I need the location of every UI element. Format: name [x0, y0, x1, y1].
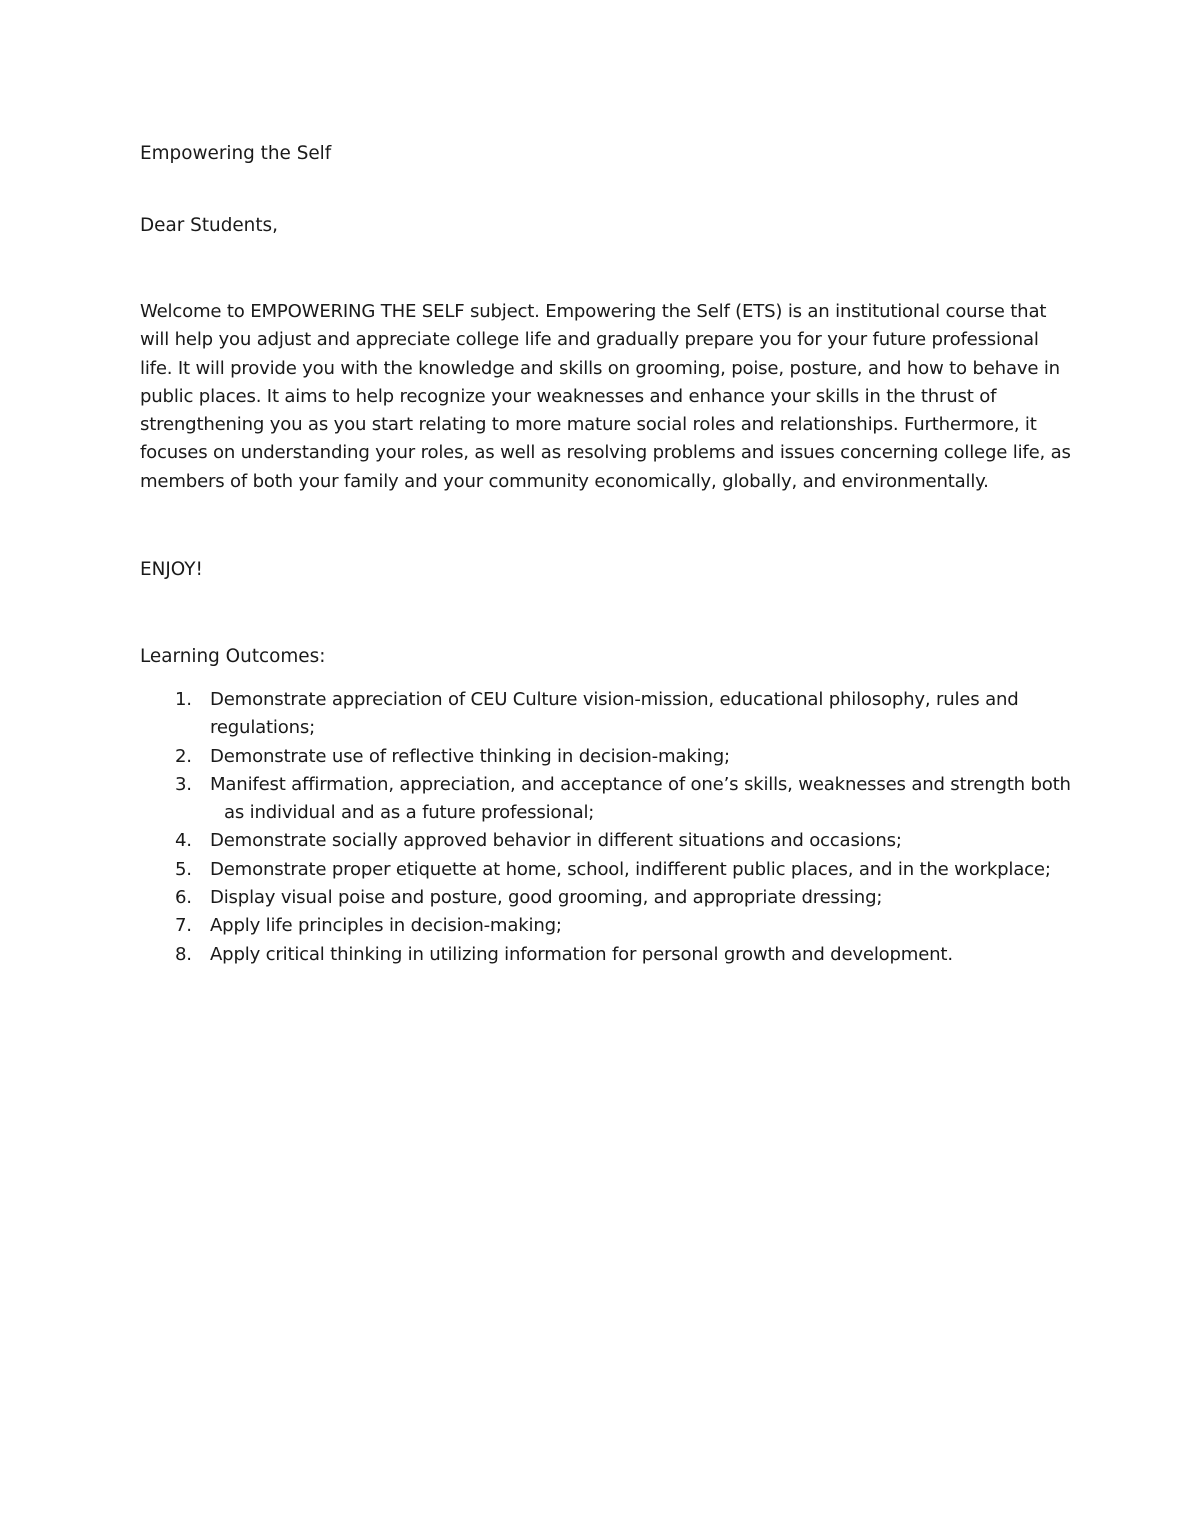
salutation: Dear Students, — [140, 215, 278, 236]
list-item-number: 6. — [175, 887, 192, 909]
intro-line: focuses on understanding your roles, as well as resolving problems and issues concerning college life, as — [140, 442, 1071, 464]
list-item — [0, 827, 1190, 855]
list-item-number: 4. — [175, 830, 192, 852]
list-item-text — [210, 912, 1055, 940]
list-item-text — [210, 827, 1055, 855]
intro-line: Welcome to EMPOWERING THE SELF subject. Empowering the Self (ETS) is an institutional course that — [140, 301, 1047, 322]
list-item — [0, 912, 1190, 940]
intro-line: strengthening you as you start relating to more mature social roles and relationships. Furthermore, it — [140, 414, 1037, 436]
list-item-number: 1. — [175, 689, 192, 710]
list-item — [0, 884, 1190, 912]
intro-paragraph — [140, 298, 1071, 496]
list-item-line: Demonstrate appreciation of CEU Culture vision-mission, educational philosophy, rules and — [210, 689, 1019, 710]
list-item-text — [210, 884, 1055, 912]
list-item-line: Display visual poise and posture, good grooming, and appropriate dressing; — [210, 887, 883, 909]
closing-exclamation: ENJOY! — [140, 559, 203, 580]
list-item-line: Manifest affirmation, appreciation, and acceptance of one’s skills, weaknesses and strength both — [210, 773, 1071, 795]
list-item-text — [210, 743, 1055, 771]
learning-outcomes-heading: Learning Outcomes: — [140, 646, 326, 667]
intro-line: members of both your family and your community economically, globally, and environmentally. — [140, 470, 989, 492]
list-item-text — [210, 686, 1055, 743]
list-item-text — [210, 856, 1055, 884]
list-item — [0, 771, 1190, 828]
list-item-number: 2. — [175, 745, 192, 767]
intro-line: life. It will provide you with the knowledge and skills on grooming, poise, posture, and how to behave in — [140, 357, 1060, 379]
list-item-line: Demonstrate proper etiquette at home, school, indifferent public places, and in the workplace; — [210, 858, 1051, 880]
learning-outcomes-list — [0, 686, 1190, 969]
intro-line: public places. It aims to help recognize your weaknesses and enhance your skills in the thrust of — [140, 385, 997, 407]
list-item-text — [210, 771, 1071, 828]
list-item-line: Apply life principles in decision-making; — [210, 915, 562, 937]
list-item-number: 5. — [175, 858, 192, 880]
list-item — [0, 743, 1190, 771]
list-item-number: 3. — [175, 773, 192, 795]
list-item-line: Apply critical thinking in utilizing information for personal growth and development. — [210, 943, 953, 965]
document-title: Empowering the Self — [140, 143, 332, 164]
list-item — [0, 941, 1190, 969]
list-item-line: regulations; — [210, 717, 316, 739]
list-item — [0, 686, 1190, 743]
list-item-text — [210, 941, 1055, 969]
intro-line: will help you adjust and appreciate college life and gradually prepare you for your future professional — [140, 329, 1039, 351]
list-item — [0, 856, 1190, 884]
list-item-number: 8. — [175, 943, 192, 965]
list-item-line: Demonstrate socially approved behavior in different situations and occasions; — [210, 830, 902, 852]
list-item-line: as individual and as a future professional; — [224, 802, 595, 824]
list-item-line: Demonstrate use of reflective thinking in decision-making; — [210, 745, 730, 767]
list-item-number: 7. — [175, 915, 192, 937]
